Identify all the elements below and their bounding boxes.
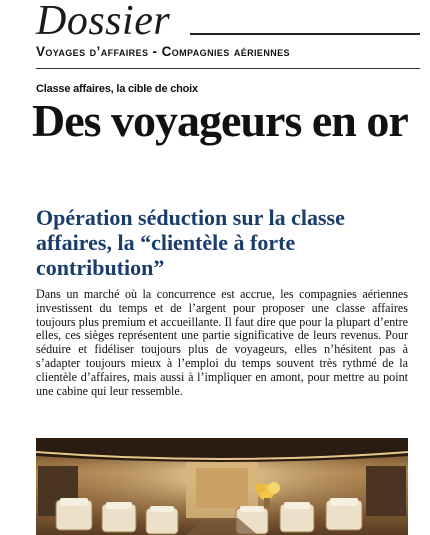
article-kicker: Classe affaires, la cible de choix — [36, 83, 198, 95]
dossier-title: Dossier — [36, 0, 171, 44]
masthead — [0, 0, 430, 66]
cabin-illustration — [36, 438, 408, 535]
airplane-cabin-photo — [36, 438, 408, 535]
section-rule — [36, 68, 420, 69]
article-subhead: Opération séduction sur la classe affaires, la “clientèle à forte contribution” — [36, 205, 345, 280]
article-body: Dans un marché où la concurrence est accrue, les compagnies aériennes investissent du temps et de l’argent pour proposer une classe affaires toujours plus premium et accueillante. Il faut dire que pour la plupart d’entre elles, ces sièges représentent une partie significative de leurs revenus. Pour séduire et fidéliser toujours plus de voyageurs, elles n’hésitent pas à s’adapter toujours mieux à l’emploi du temps souvent très rythmé de la clientèle d’affaires, mais aussi à l’impliquer en amont, pour mettre au point une cabine qui leur ressemble. — [36, 287, 408, 398]
article-headline: Des voyageurs en or — [32, 95, 408, 146]
section-label: Voyages d’affaires - Compagnies aériennes — [36, 44, 290, 59]
masthead-rule — [190, 33, 420, 35]
